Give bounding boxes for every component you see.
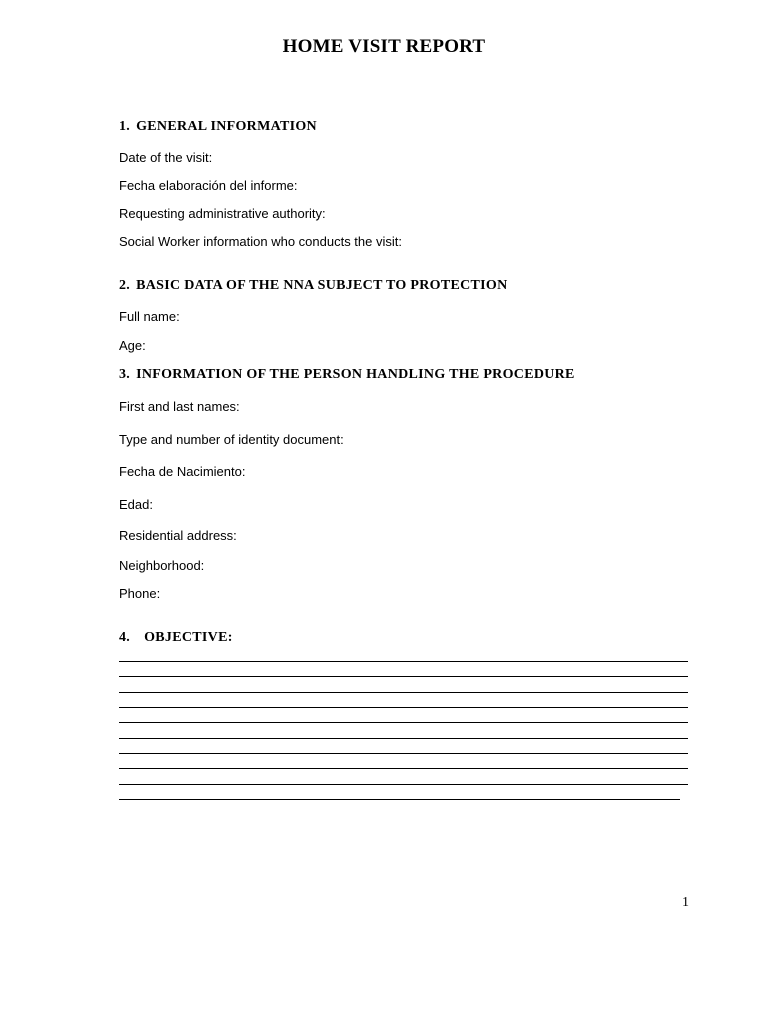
objective-writing-line [119,753,688,754]
field-report-date: Fecha elaboración del informe: [119,178,298,193]
page-number: 1 [682,895,689,910]
field-identity-document: Type and number of identity document: [119,432,344,447]
objective-writing-line [119,692,688,693]
objective-writing-line [119,676,688,677]
section-title: GENERAL INFORMATION [136,119,317,134]
section-number: 4. [119,630,131,645]
field-full-name: Full name: [119,309,180,324]
objective-writing-line [119,738,688,739]
field-age: Age: [119,338,146,353]
section-number: 2. [119,278,131,293]
objective-writing-line [119,784,688,785]
section-objective-heading [119,630,233,646]
field-neighborhood: Neighborhood: [119,558,205,573]
objective-writing-line [119,722,688,723]
objective-writing-line [119,707,688,708]
field-date-of-visit: Date of the visit: [119,150,213,165]
objective-writing-line [119,768,688,769]
field-first-last-names: First and last names: [119,399,240,414]
section-title: BASIC DATA OF THE NNA SUBJECT TO PROTECTION [136,278,508,293]
section-procedure-person-heading [119,367,575,383]
field-requesting-authority: Requesting administrative authority: [119,206,326,221]
objective-writing-line [119,661,688,662]
section-number: 1. [119,119,131,134]
section-number: 3. [119,367,131,382]
section-general-heading [119,119,317,135]
document-title: HOME VISIT REPORT [282,36,486,57]
section-basic-data-heading [119,278,508,294]
section-title: INFORMATION OF THE PERSON HANDLING THE PROCEDURE [136,367,575,382]
field-birth-date: Fecha de Nacimiento: [119,464,246,479]
field-residential-address: Residential address: [119,528,237,543]
field-social-worker: Social Worker information who conducts the visit: [119,234,402,249]
field-edad: Edad: [119,497,153,512]
field-phone: Phone: [119,586,161,601]
objective-writing-line [119,799,680,800]
section-title: OBJECTIVE: [144,630,233,645]
